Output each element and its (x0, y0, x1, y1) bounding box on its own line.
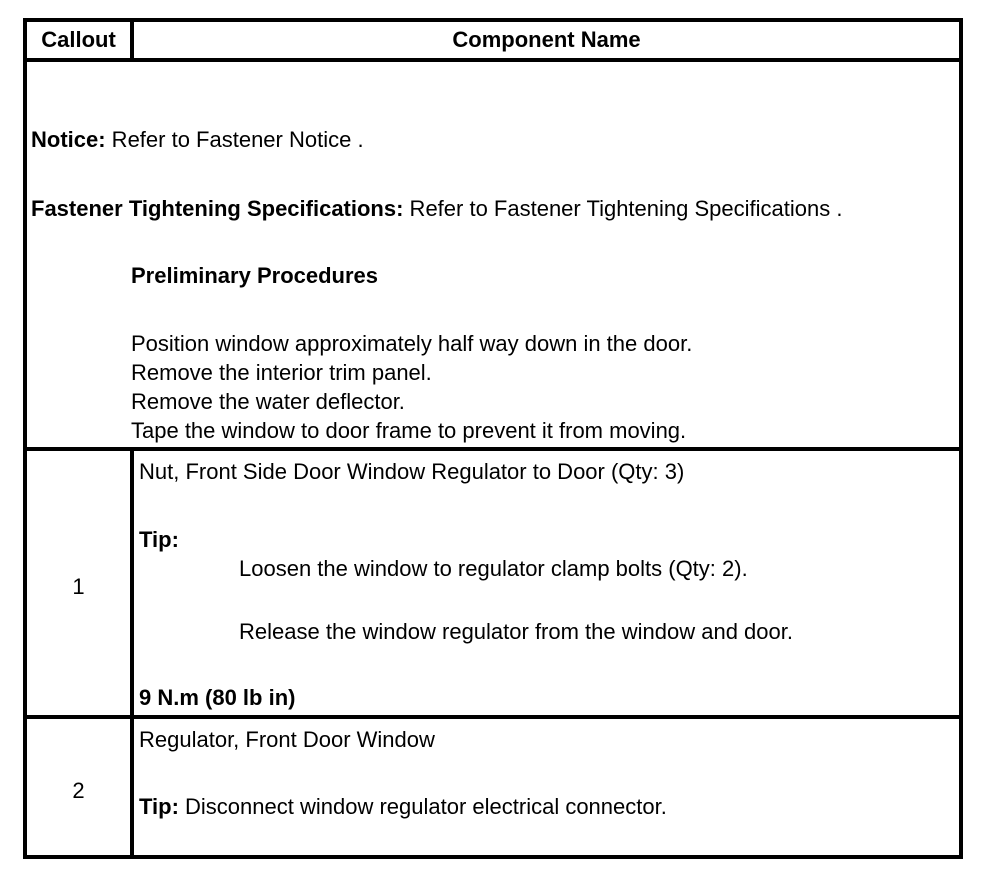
row-1-tip: Release the window regulator from the window and door. (239, 619, 793, 644)
prelim-step: Position window approximately half way down in the door. (131, 331, 693, 356)
row-1-torque-spec: 9 N.m (80 lb in) (139, 685, 296, 710)
row-1-callout: 1 (72, 574, 85, 599)
prelim-step: Tape the window to door frame to prevent it from moving. (131, 418, 687, 443)
row-2-callout: 2 (72, 778, 85, 803)
prelim-step: Remove the interior trim panel. (131, 360, 432, 385)
row-1-tip: Loosen the window to regulator clamp bolts (Qty: 2). (239, 556, 748, 581)
prelim-step: Remove the water deflector. (131, 389, 405, 414)
row-1-component-name: Nut, Front Side Door Window Regulator to Door (Qty: 3) (139, 459, 685, 484)
header-component-name: Component Name (452, 27, 641, 52)
row-2-component-name: Regulator, Front Door Window (139, 727, 435, 752)
row-divider-2 (27, 715, 959, 719)
spec-label: Fastener Tightening Specifications: (31, 196, 404, 221)
spec-text: Refer to Fastener Tightening Specifications . (403, 196, 843, 221)
procedure-table (23, 18, 963, 859)
row-divider-1 (27, 447, 959, 451)
notice-line (31, 125, 364, 154)
row-2-tip-line (139, 792, 667, 821)
row-2-tip-label: Tip: (139, 794, 179, 819)
notice-text: Refer to Fastener Notice . (105, 127, 364, 152)
callout-column-divider (130, 447, 134, 859)
preliminary-procedures-title: Preliminary Procedures (131, 263, 379, 288)
row-1-tip-label: Tip: (139, 527, 179, 552)
spec-line (31, 194, 842, 223)
header-divider (27, 58, 959, 62)
notice-label: Notice: (31, 127, 106, 152)
header-callout: Callout (41, 27, 116, 52)
row-2-tip-text: Disconnect window regulator electrical connector. (178, 794, 667, 819)
